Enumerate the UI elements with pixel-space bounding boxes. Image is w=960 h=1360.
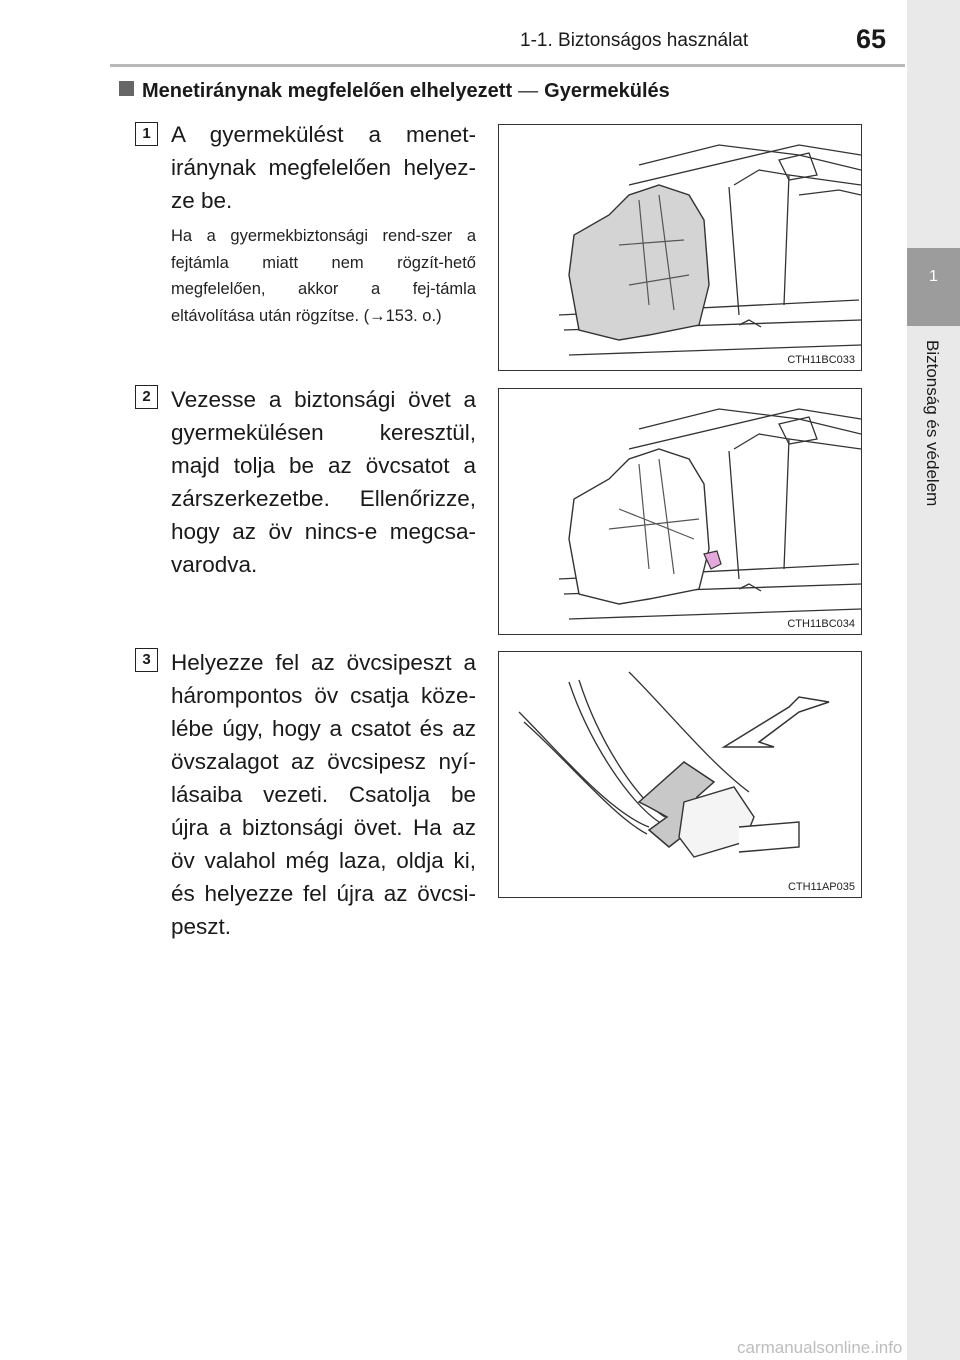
child-seat-illustration-2 bbox=[499, 389, 862, 635]
child-seat-outline bbox=[569, 449, 709, 604]
page-number: 65 bbox=[856, 24, 887, 54]
child-seat-shell bbox=[569, 185, 709, 340]
figure-locking-clip bbox=[498, 651, 862, 898]
figure-code-2: CTH11BC034 bbox=[787, 618, 855, 630]
side-tab bbox=[907, 0, 960, 1360]
running-header-title: 1-1. Biztonságos használat bbox=[520, 30, 749, 51]
figure-code-3: CTH11AP035 bbox=[787, 881, 855, 893]
figure-belt-through-seat bbox=[498, 388, 862, 635]
figure-code-1: CTH11BC033 bbox=[787, 354, 855, 366]
header-divider bbox=[110, 64, 905, 67]
step-3-text: Helyezze fel az övcsipeszt a hárompontos öv csatja köze-lébe úgy, hogy a csatot és az övszalagot az övcsipesz nyí-lásaiba vezeti. Csatolja be újra a biztonsági övet. Ha az öv valahol még laza, oldja ki, és helyezze fel újra az övcsi-peszt. bbox=[171, 650, 476, 939]
step-2-text: Vezesse a biztonsági övet a gyermekülésen keresztül, majd tolja be az övcsatot a zárszerkezetbe. Ellenőrizze, hogy az öv nincs-e megcsa-varodva. bbox=[171, 387, 476, 577]
locking-clip-illustration bbox=[499, 652, 862, 898]
step-3-badge: 3 bbox=[135, 648, 158, 672]
chapter-number: 1 bbox=[929, 268, 938, 285]
section-heading-left: Menetiránynak megfelelően elhelyezett bbox=[142, 80, 513, 102]
step-1-text: A gyermekülést a menet-iránynak megfelelően helyez-ze be. bbox=[171, 122, 476, 213]
step-2-badge: 2 bbox=[135, 385, 158, 409]
child-seat-illustration-1 bbox=[499, 125, 862, 371]
buckle-arrow-icon bbox=[704, 551, 721, 569]
section-heading bbox=[119, 80, 670, 103]
chapter-tab-box bbox=[907, 248, 960, 326]
em-dash: — bbox=[518, 80, 539, 102]
step-1-badge: 1 bbox=[135, 122, 158, 146]
step-1-note: Ha a gyermekbiztonsági rend-szer a fejtámla miatt nem rögzít-hető megfelelően, akkor a fej-támla eltávolítása után rögzítse. (→153. o.) bbox=[171, 227, 476, 325]
watermark: carmanualsonline.info bbox=[737, 1338, 903, 1357]
section-heading-right: Gyermekülés bbox=[544, 80, 670, 102]
figure-child-seat-placement bbox=[498, 124, 862, 371]
pointing-arrow-icon bbox=[724, 697, 829, 747]
square-bullet-icon bbox=[119, 81, 134, 96]
chapter-title: Biztonság és védelem bbox=[923, 340, 942, 507]
